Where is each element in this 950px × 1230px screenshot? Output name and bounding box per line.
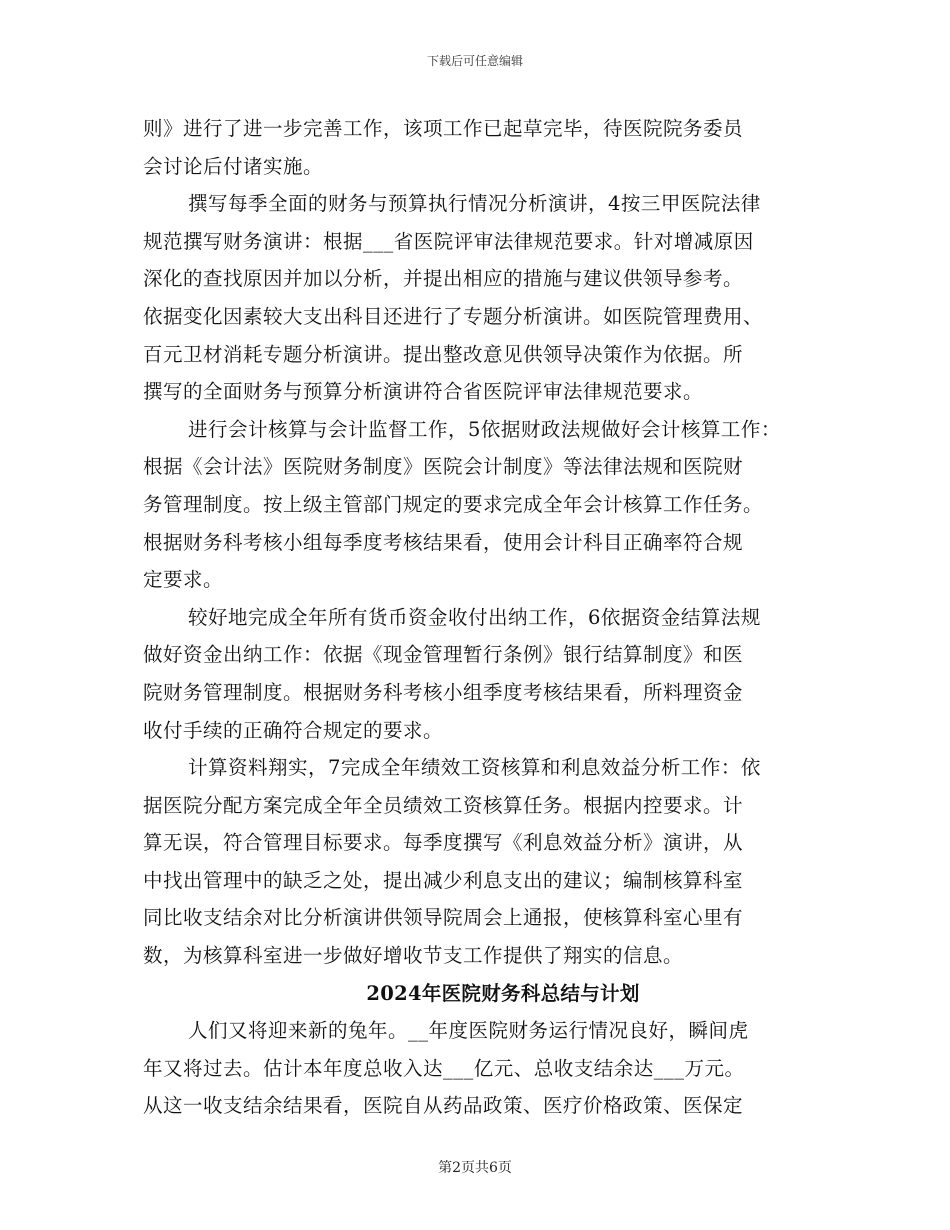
body-line: 从这一收支结余结果看，医院自从药品政策、医疗价格政策、医保定	[143, 1094, 744, 1118]
body-line: 根据财务科考核小组每季度考核结果看，使用会计科目正确率符合规	[143, 530, 744, 554]
body-line: 据医院分配方案完成全年全员绩效工资核算任务。根据内控要求。计	[143, 793, 744, 817]
paragraph-first-line: 较好地完成全年所有货币资金收付出纳工作，6依据资金结算法规	[188, 605, 761, 629]
body-line: 会讨论后付诸实施。	[143, 154, 324, 178]
body-line: 则》进行了进一步完善工作，该项工作已起草完毕，待医院院务委员	[143, 117, 744, 140]
body-line: 做好资金出纳工作：依据《现金管理暂行条例》银行结算制度》和医	[143, 643, 744, 667]
body-line: 深化的查找原因并加以分析，并提出相应的措施与建议供领导参考。	[143, 267, 744, 291]
document-body	[143, 110, 823, 1125]
body-line: 年又将过去。估计本年度总收入达___亿元、总收支结余达___万元。	[143, 1056, 745, 1080]
body-line: 务管理制度。按上级主管部门规定的要求完成全年会计核算工作任务。	[143, 492, 764, 516]
page-number: 第2页共6页	[438, 1160, 512, 1176]
body-line: 百元卫材消耗专题分析演讲。提出整改意见供领导决策作为依据。所	[143, 342, 744, 366]
body-line: 根据《会计法》医院财务制度》医院会计制度》等法律法规和医院财	[143, 455, 744, 479]
page-header: 下载后可任意编辑	[426, 54, 523, 68]
paragraph-first-line: 人们又将迎来新的兔年。__年度医院财务运行情况良好，瞬间虎	[188, 1019, 749, 1043]
body-line: 同比收支结余对比分析演讲供领导院周会上通报，使核算科室心里有	[143, 906, 744, 930]
section-title: 2024年医院财务科总结与计划	[366, 981, 640, 1005]
body-line: 定要求。	[143, 568, 224, 592]
body-line: 中找出管理中的缺乏之处，提出减少利息支出的建议；编制核算科室	[143, 868, 744, 892]
paragraph-first-line: 计算资料翔实，7完成全年绩效工资核算和利息效益分析工作：依	[188, 756, 761, 780]
body-line: 院财务管理制度。根据财务科考核小组季度考核结果看，所料理资金	[143, 680, 744, 704]
paragraph-first-line: 进行会计核算与会计监督工作，5依据财政法规做好会计核算工作：	[188, 417, 781, 441]
body-line: 收付手续的正确符合规定的要求。	[143, 718, 444, 742]
body-line: 算无误，符合管理目标要求。每季度撰写《利息效益分析》演讲，从	[143, 831, 744, 855]
body-line: 规范撰写财务演讲：根据___省医院评审法律规范要求。针对增减原因	[143, 229, 754, 253]
paragraph-first-line: 撰写每季全面的财务与预算执行情况分析演讲，4按三甲医院法律	[188, 192, 761, 216]
body-line: 依据变化因素较大支出科目还进行了专题分析演讲。如医院管理费用、	[143, 304, 764, 328]
body-line: 数，为核算科室进一步做好增收节支工作提供了翔实的信息。	[143, 944, 684, 968]
body-line: 撰写的全面财务与预算分析演讲符合省医院评审法律规范要求。	[143, 380, 704, 404]
